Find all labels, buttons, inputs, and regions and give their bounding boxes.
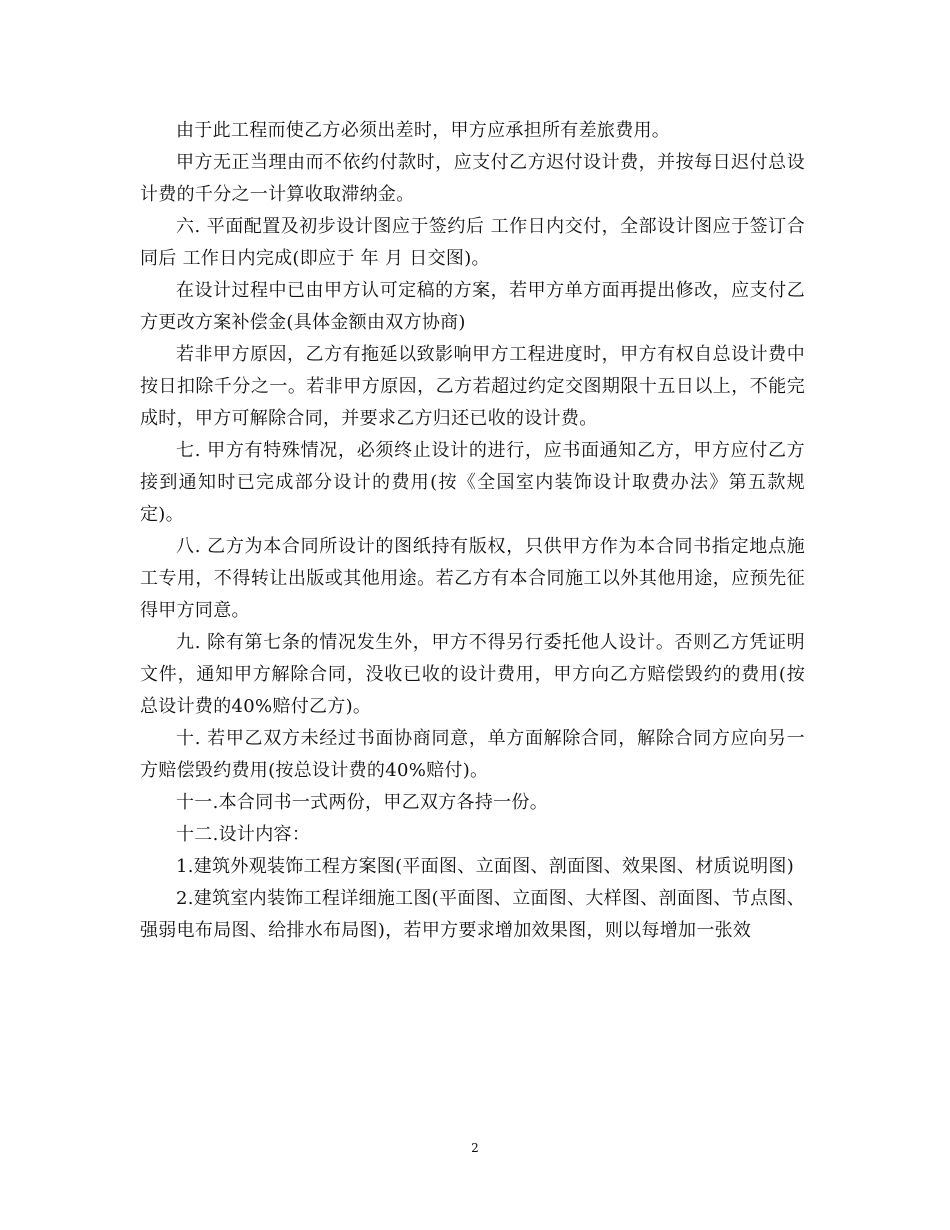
clause-9-exclusivity: 九. 除有第七条的情况发生外，甲方不得另行委托他人设计。否则乙方凭证明文件，通知甲方解除合同，没收已收的设计费用，甲方向乙方赔偿毁约的费用(按总设计费的40%赔付乙方)。 — [140, 632, 805, 717]
contract-body — [140, 115, 805, 947]
clause-6-delivery: 六. 平面配置及初步设计图应于签约后 工作日内交付，全部设计图应于签订合同后 工作日内完成(即应于 年 月 日交图)。 — [140, 216, 805, 269]
page-number: 2 — [471, 1141, 479, 1155]
design-item-1: 1.建筑外观装饰工程方案图(平面图、立面图、剖面图、效果图、材质说明图) — [176, 856, 795, 877]
paragraph-revision-compensation: 在设计过程中已由甲方认可定稿的方案，若甲方单方面再提出修改，应支付乙方更改方案补偿金(具体金额由双方协商) — [140, 280, 805, 333]
paragraph-delay-penalty: 若非甲方原因，乙方有拖延以致影响甲方工程进度时，甲方有权自总设计费中按日扣除千分之一。若非甲方原因，乙方若超过约定交图期限十五日以上，不能完成时，甲方可解除合同，并要求乙方归还已收的设计费。 — [140, 344, 805, 429]
clause-12-heading: 十二.设计内容： — [176, 824, 311, 845]
design-item-2: 2.建筑室内装饰工程详细施工图(平面图、立面图、大样图、剖面图、节点图、强弱电布局图、给排水布局图)，若甲方要求增加效果图，则以每增加一张效 — [140, 888, 805, 941]
clause-8-copyright: 八. 乙方为本合同所设计的图纸持有版权，只供甲方作为本合同书指定地点施工专用，不得转让出版或其他用途。若乙方有本合同施工以外其他用途，应预先征得甲方同意。 — [140, 536, 805, 621]
paragraph-late-payment: 甲方无正当理由而不依约付款时，应支付乙方迟付设计费，并按每日迟付总设计费的千分之一计算收取滞纳金。 — [140, 152, 805, 205]
clause-10-breach: 十. 若甲乙双方未经过书面协商同意，单方面解除合同，解除合同方应向另一方赔偿毁约费用(按总设计费的40%赔付)。 — [140, 728, 805, 781]
clause-11-copies: 十一.本合同书一式两份，甲乙双方各持一份。 — [176, 792, 549, 813]
paragraph-travel-expenses: 由于此工程而使乙方必须出差时，甲方应承担所有差旅费用。 — [176, 120, 671, 141]
clause-7-termination: 七. 甲方有特殊情况，必须终止设计的进行，应书面通知乙方，甲方应付乙方接到通知时已完成部分设计的费用(按《全国室内装饰设计取费办法》第五款规定)。 — [140, 440, 805, 525]
